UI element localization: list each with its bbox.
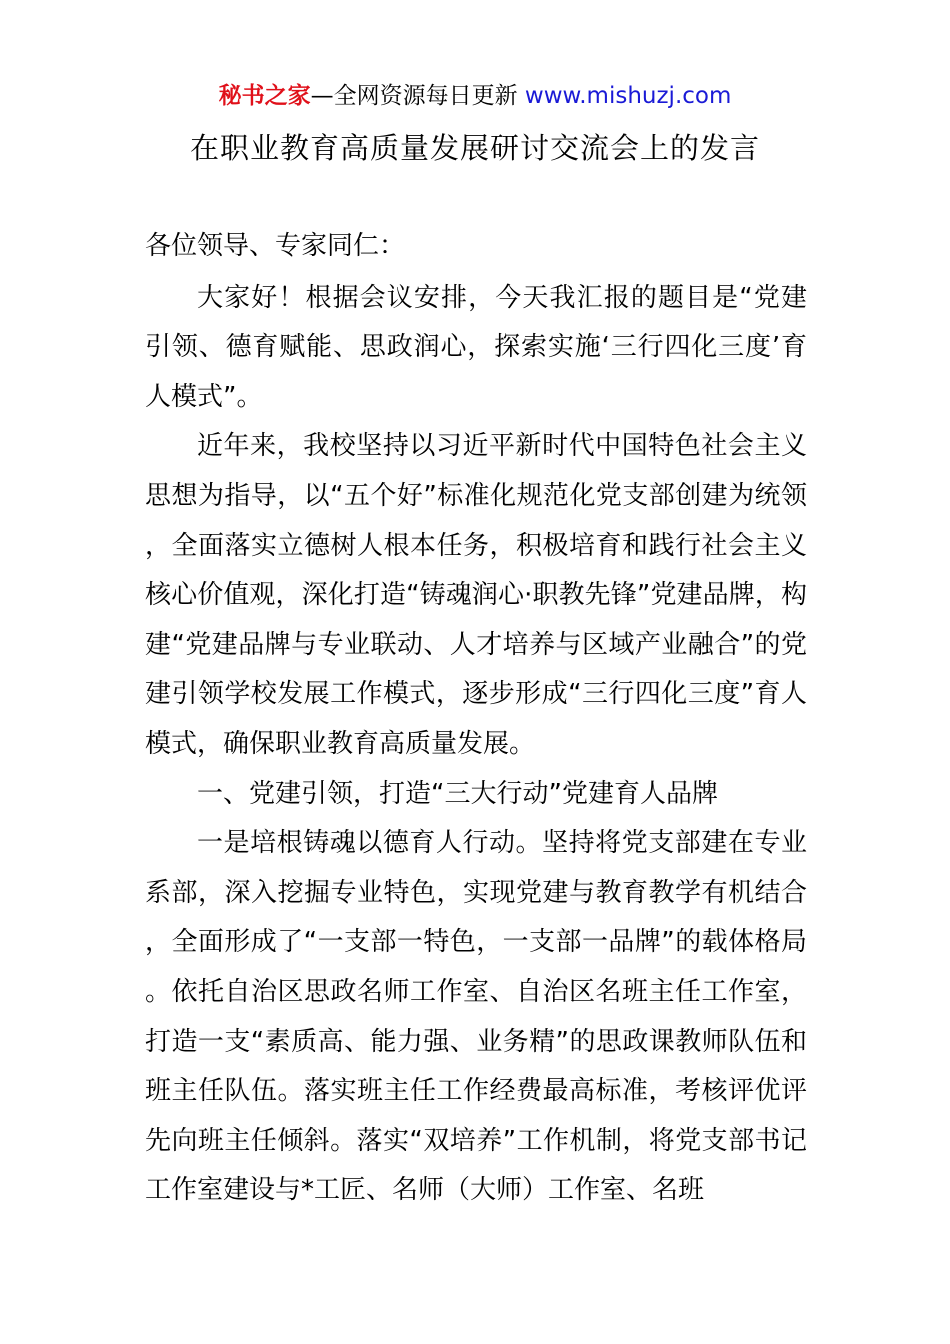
paragraph-greeting: 大家好！根据会议安排，今天我汇报的题目是“党建引领、德育赋能、思政润心，探索实施‘三行四化三度’育人模式”。 xyxy=(145,282,807,412)
site-url-link[interactable]: www.mishuzj.com xyxy=(524,83,732,109)
document-body xyxy=(145,222,807,1216)
document-title: 在职业教育高质量发展研讨交流会上的发言 xyxy=(189,131,760,165)
brand-name: 秘书之家 xyxy=(218,83,311,109)
header-tagline: —全网资源每日更新 xyxy=(310,83,525,109)
section-heading: 一、党建引领，打造“三大行动”党建育人品牌 xyxy=(197,778,718,809)
paragraph-background: 近年来，我校坚持以习近平新时代中国特色社会主义思想为指导，以“五个好”标准化规范化党支部创建为统领，全面落实立德树人根本任务，积极培育和践行社会主义核心价值观，深化打造“铸魂润心·职教先锋”党建品牌，构建“党建品牌与专业联动、人才培养与区域产业融合”的党建引领学校发展工作模式，逐步形成“三行四化三度”育人模式，确保职业教育高质量发展。 xyxy=(145,431,807,759)
salutation: 各位领导、专家同仁： xyxy=(145,231,406,261)
site-header xyxy=(0,80,950,112)
paragraph-action-one: 一是培根铸魂以德育人行动。坚持将党支部建在专业系部，深入挖掘专业特色，实现党建与教育教学有机结合，全面形成了“一支部一特色，一支部一品牌”的载体格局。依托自治区思政名师工作室、自治区名班主任工作室，打造一支“素质高、能力强、业务精”的思政课教师队伍和班主任队伍。落实班主任工作经费最高标准，考核评优评先向班主任倾斜。落实“双培养”工作机制，将党支部书记工作室建设与*工匠、名师（大师）工作室、名班 xyxy=(145,828,807,1206)
